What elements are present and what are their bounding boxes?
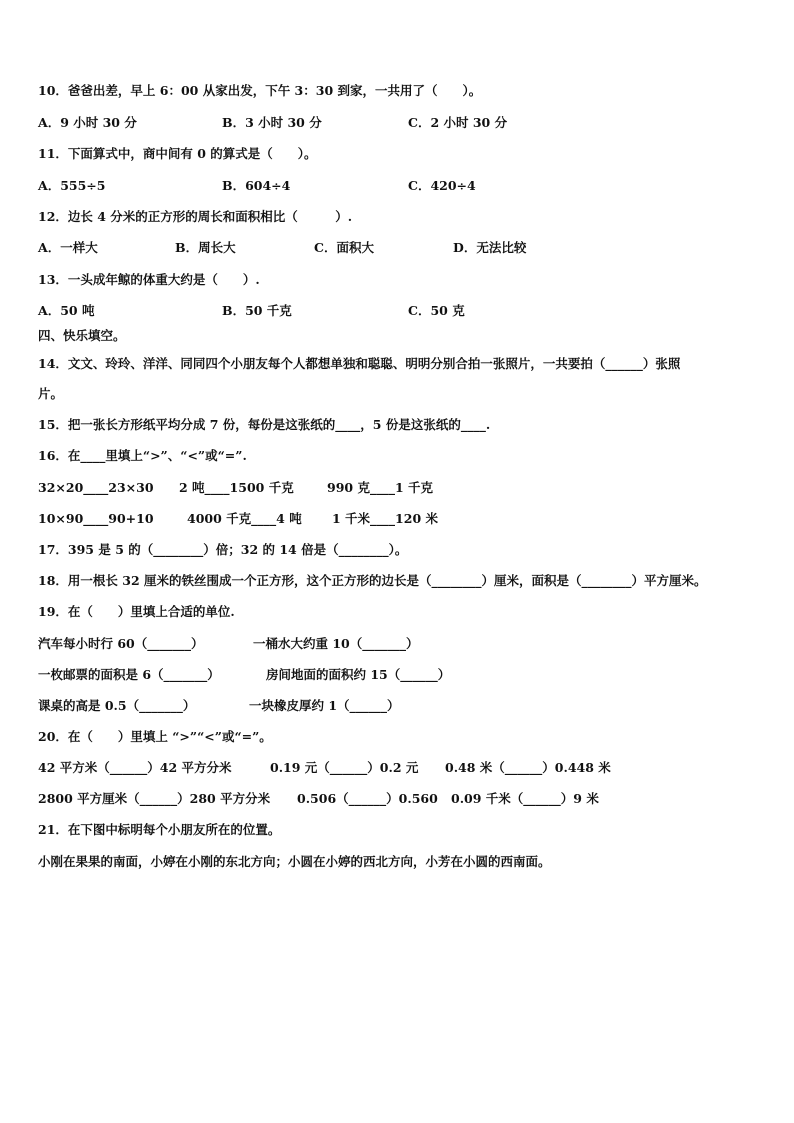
question-14-line2: 片。 [38,386,64,401]
q12-option-a[interactable]: A．一样大 [38,240,98,255]
q20-item-2[interactable]: 0.19 元（______）0.2 元 [270,760,419,775]
q11-option-c[interactable]: C．420÷4 [408,178,476,193]
question-21-stem: 21．在下图中标明每个小朋友所在的位置。 [38,822,281,837]
question-16-stem: 16．在____里填上“>”、“<”或“=”. [38,448,247,463]
q19-item-2[interactable]: 一桶水大约重 10（_______） [253,636,419,651]
q10-option-b[interactable]: B．3 小时 30 分 [222,115,322,130]
q13-option-c[interactable]: C．50 克 [408,303,465,318]
q19-item-4[interactable]: 房间地面的面积约 15（______） [266,667,451,682]
q16-item-6[interactable]: 1 千米____120 米 [332,511,438,526]
q10-option-c[interactable]: C．2 小时 30 分 [408,115,508,130]
q16-item-1[interactable]: 32×20____23×30 [38,480,154,495]
section-heading: 四、快乐填空。 [38,328,126,343]
q20-item-6[interactable]: 0.09 千米（______）9 米 [451,791,599,806]
question-17: 17．395 是 5 的（________）倍；32 的 14 倍是（________）。 [38,542,408,557]
q11-option-a[interactable]: A．555÷5 [38,178,106,193]
question-20-stem: 20．在（ ）里填上 “>”“<”或“=”。 [38,729,272,744]
q13-option-a[interactable]: A．50 吨 [38,303,95,318]
question-18: 18．用一根长 32 厘米的铁丝围成一个正方形，这个正方形的边长是（________）厘米，面积是（________）平方厘米。 [38,573,707,588]
q11-option-b[interactable]: B．604÷4 [222,178,291,193]
question-15: 15．把一张长方形纸平均分成 7 份，每份是这张纸的____，5 份是这张纸的____. [38,417,491,432]
question-21-line1: 小刚在果果的南面，小婷在小刚的东北方向；小圆在小婷的西北方向，小芳在小圆的西南面。 [38,854,551,869]
q16-item-5[interactable]: 4000 千克____4 吨 [187,511,302,526]
q20-item-1[interactable]: 42 平方米（______）42 平方分米 [38,760,232,775]
q12-option-d[interactable]: D．无法比较 [453,240,527,255]
question-11-stem: 11．下面算式中，商中间有 0 的算式是（ ）。 [38,146,317,161]
q13-option-b[interactable]: B．50 千克 [222,303,292,318]
q19-item-5[interactable]: 课桌的高是 0.5（_______） [38,698,196,713]
question-19-stem: 19．在（ ）里填上合适的单位. [38,604,235,619]
q16-item-2[interactable]: 2 吨____1500 千克 [179,480,294,495]
q20-item-4[interactable]: 2800 平方厘米（______）280 平方分米 [38,791,271,806]
q12-option-c[interactable]: C．面积大 [314,240,374,255]
q19-item-6[interactable]: 一块橡皮厚约 1（______） [249,698,400,713]
q20-item-3[interactable]: 0.48 米（______）0.448 米 [445,760,611,775]
q16-item-3[interactable]: 990 克____1 千克 [327,480,433,495]
q20-item-5[interactable]: 0.506（______）0.560 [297,791,438,806]
question-14-line1: 14．文文、玲玲、洋洋、同同四个小朋友每个人都想单独和聪聪、明明分别合拍一张照片，一共要拍（______）张照 [38,356,681,371]
q19-item-1[interactable]: 汽车每小时行 60（_______） [38,636,204,651]
question-10-stem: 10．爸爸出差，早上 6：00 从家出发，下午 3：30 到家，一共用了（ ）。 [38,83,482,98]
question-12-stem: 12．边长 4 分米的正方形的周长和面积相比（ ）. [38,209,353,224]
q19-item-3[interactable]: 一枚邮票的面积是 6（_______） [38,667,220,682]
q10-option-a[interactable]: A．9 小时 30 分 [38,115,137,130]
q12-option-b[interactable]: B．周长大 [175,240,236,255]
question-13-stem: 13．一头成年鲸的体重大约是（ ）. [38,272,260,287]
q16-item-4[interactable]: 10×90____90+10 [38,511,154,526]
